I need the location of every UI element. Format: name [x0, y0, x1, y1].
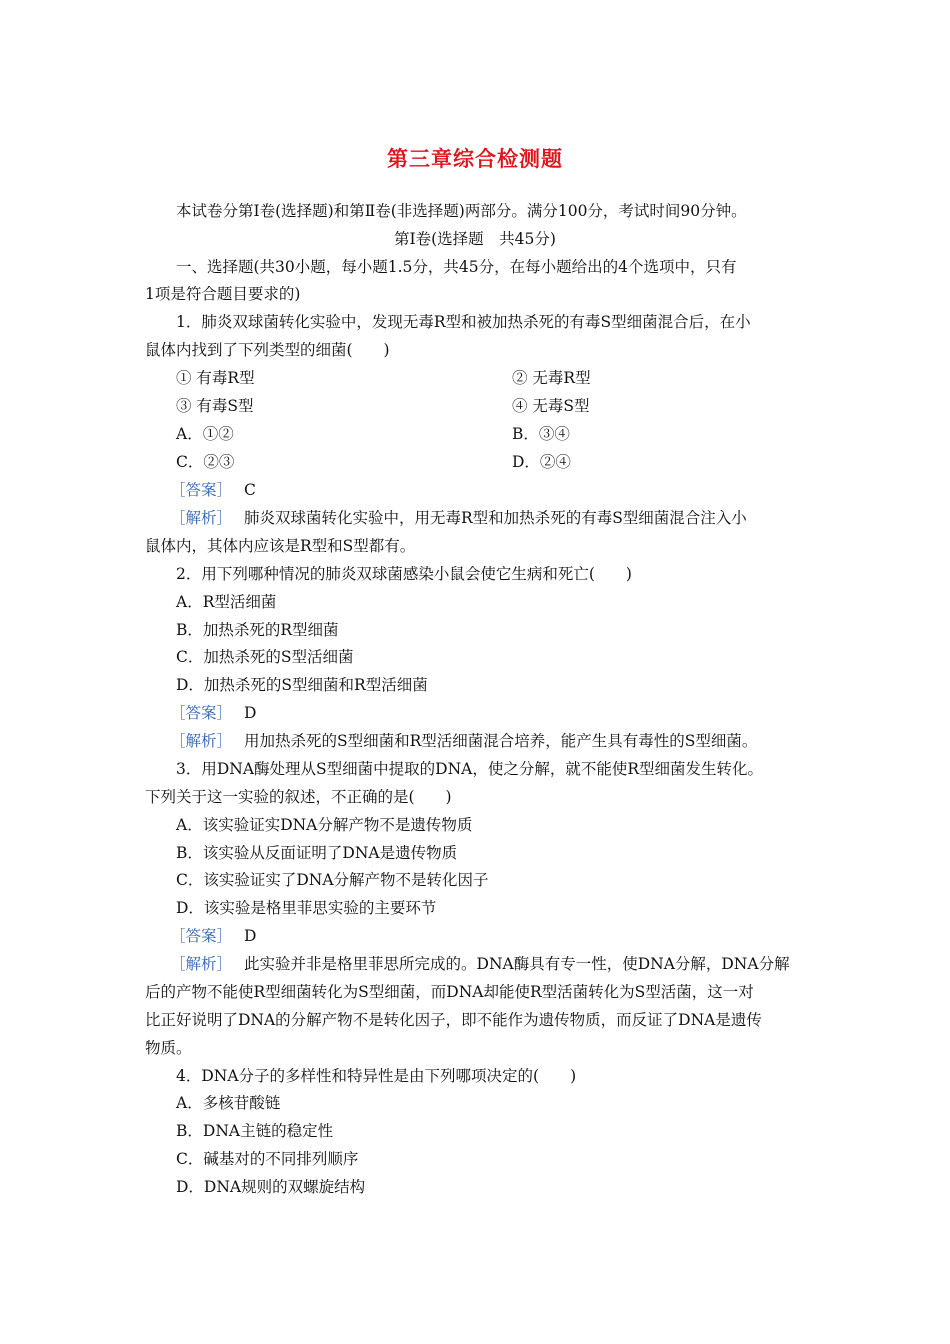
- q1-stem-line1: 1．肺炎双球菌转化实验中，发现无毒R型和被加热杀死的有毒S型细菌混合后，在小: [176, 313, 751, 331]
- q1-stem-line2: 鼠体内找到了下列类型的细菌( ): [145, 341, 390, 359]
- q3-answer-row: [170, 926, 256, 946]
- q3-analysis-line2: 后的产物不能使R型细菌转化为S型细菌，而DNA却能使R型活菌转化为S型活菌，这一对: [145, 983, 754, 1001]
- q3-analysis-line1: 此实验并非是格里菲思所完成的。DNA酶具有专一性，使DNA分解，DNA分解: [244, 955, 790, 973]
- section1-text-line1: 一、选择题(共30小题，每小题1.5分，共45分，在每小题给出的4个选项中，只有: [176, 258, 737, 276]
- q3-stem-line1: 3．用DNA酶处理从S型细菌中提取的DNA，使之分解，就不能使R型细菌发生转化。: [176, 760, 764, 778]
- q1-analysis-row: [170, 508, 747, 528]
- q3-analysis-line4: 物质。: [145, 1039, 192, 1057]
- q2-option-b: B．加热杀死的R型细菌: [176, 621, 339, 639]
- page-title: 第三章综合检测题: [387, 146, 563, 171]
- q1-option-c: C．②③: [176, 453, 235, 471]
- answer-label: ［答案］: [170, 481, 233, 499]
- q2-option-d: D．加热杀死的S型细菌和R型活细菌: [176, 676, 428, 694]
- q2-analysis: 用加热杀死的S型细菌和R型活细菌混合培养，能产生具有毒性的S型细菌。: [244, 732, 758, 750]
- q3-option-a: A．该实验证实DNA分解产物不是遗传物质: [176, 816, 473, 834]
- q3-option-b: B．该实验从反面证明了DNA是遗传物质: [176, 844, 458, 862]
- answer-label: ［答案］: [170, 927, 233, 945]
- q3-option-c: C．该实验证实了DNA分解产物不是转化因子: [176, 871, 489, 889]
- q2-analysis-row: [170, 731, 757, 751]
- q1-analysis-line1: 肺炎双球菌转化实验中，用无毒R型和加热杀死的有毒S型细菌混合注入小: [244, 509, 747, 527]
- q1-option-a: A．①②: [176, 425, 234, 443]
- q4-option-a: A．多核苷酸链: [176, 1094, 281, 1112]
- q2-answer-row: [170, 703, 256, 723]
- intro-text: 本试卷分第Ⅰ卷(选择题)和第Ⅱ卷(非选择题)两部分。满分100分，考试时间90分钟。: [176, 202, 747, 220]
- analysis-label: ［解析］: [170, 955, 233, 973]
- analysis-label: ［解析］: [170, 732, 233, 750]
- q4-option-c: C．碱基对的不同排列顺序: [176, 1150, 359, 1168]
- section1-text-line2: 1项是符合题目要求的): [145, 285, 301, 303]
- q2-option-a: A．R型活细菌: [176, 593, 277, 611]
- part1-heading: 第Ⅰ卷(选择题 共45分): [394, 230, 556, 248]
- q3-option-d: D．该实验是格里菲思实验的主要环节: [176, 899, 437, 917]
- q1-item-2: ② 无毒R型: [512, 369, 591, 387]
- q2-option-c: C．加热杀死的S型活细菌: [176, 648, 354, 666]
- q3-analysis-row: [170, 954, 790, 974]
- q1-option-d: D．②④: [512, 453, 571, 471]
- q3-analysis-line3: 比正好说明了DNA的分解产物不是转化因子，即不能作为遗传物质，而反证了DNA是遗传: [145, 1011, 762, 1029]
- answer-label: ［答案］: [170, 704, 233, 722]
- q1-item-3: ③ 有毒S型: [176, 397, 254, 415]
- q3-stem-line2: 下列关于这一实验的叙述，不正确的是( ): [145, 788, 452, 806]
- q1-answer-row: [170, 480, 256, 500]
- q4-option-d: D．DNA规则的双螺旋结构: [176, 1178, 366, 1196]
- q1-item-4: ④ 无毒S型: [512, 397, 590, 415]
- q3-answer: D: [244, 927, 257, 945]
- q4-option-b: B．DNA主链的稳定性: [176, 1122, 334, 1140]
- q4-stem: 4．DNA分子的多样性和特异性是由下列哪项决定的( ): [176, 1067, 577, 1085]
- q1-answer: C: [244, 481, 256, 499]
- analysis-label: ［解析］: [170, 509, 233, 527]
- q2-answer: D: [244, 704, 257, 722]
- q1-item-1: ① 有毒R型: [176, 369, 255, 387]
- q1-option-b: B．③④: [512, 425, 570, 443]
- q1-analysis-line2: 鼠体内，其体内应该是R型和S型都有。: [145, 537, 416, 555]
- q2-stem: 2．用下列哪种情况的肺炎双球菌感染小鼠会使它生病和死亡( ): [176, 565, 632, 583]
